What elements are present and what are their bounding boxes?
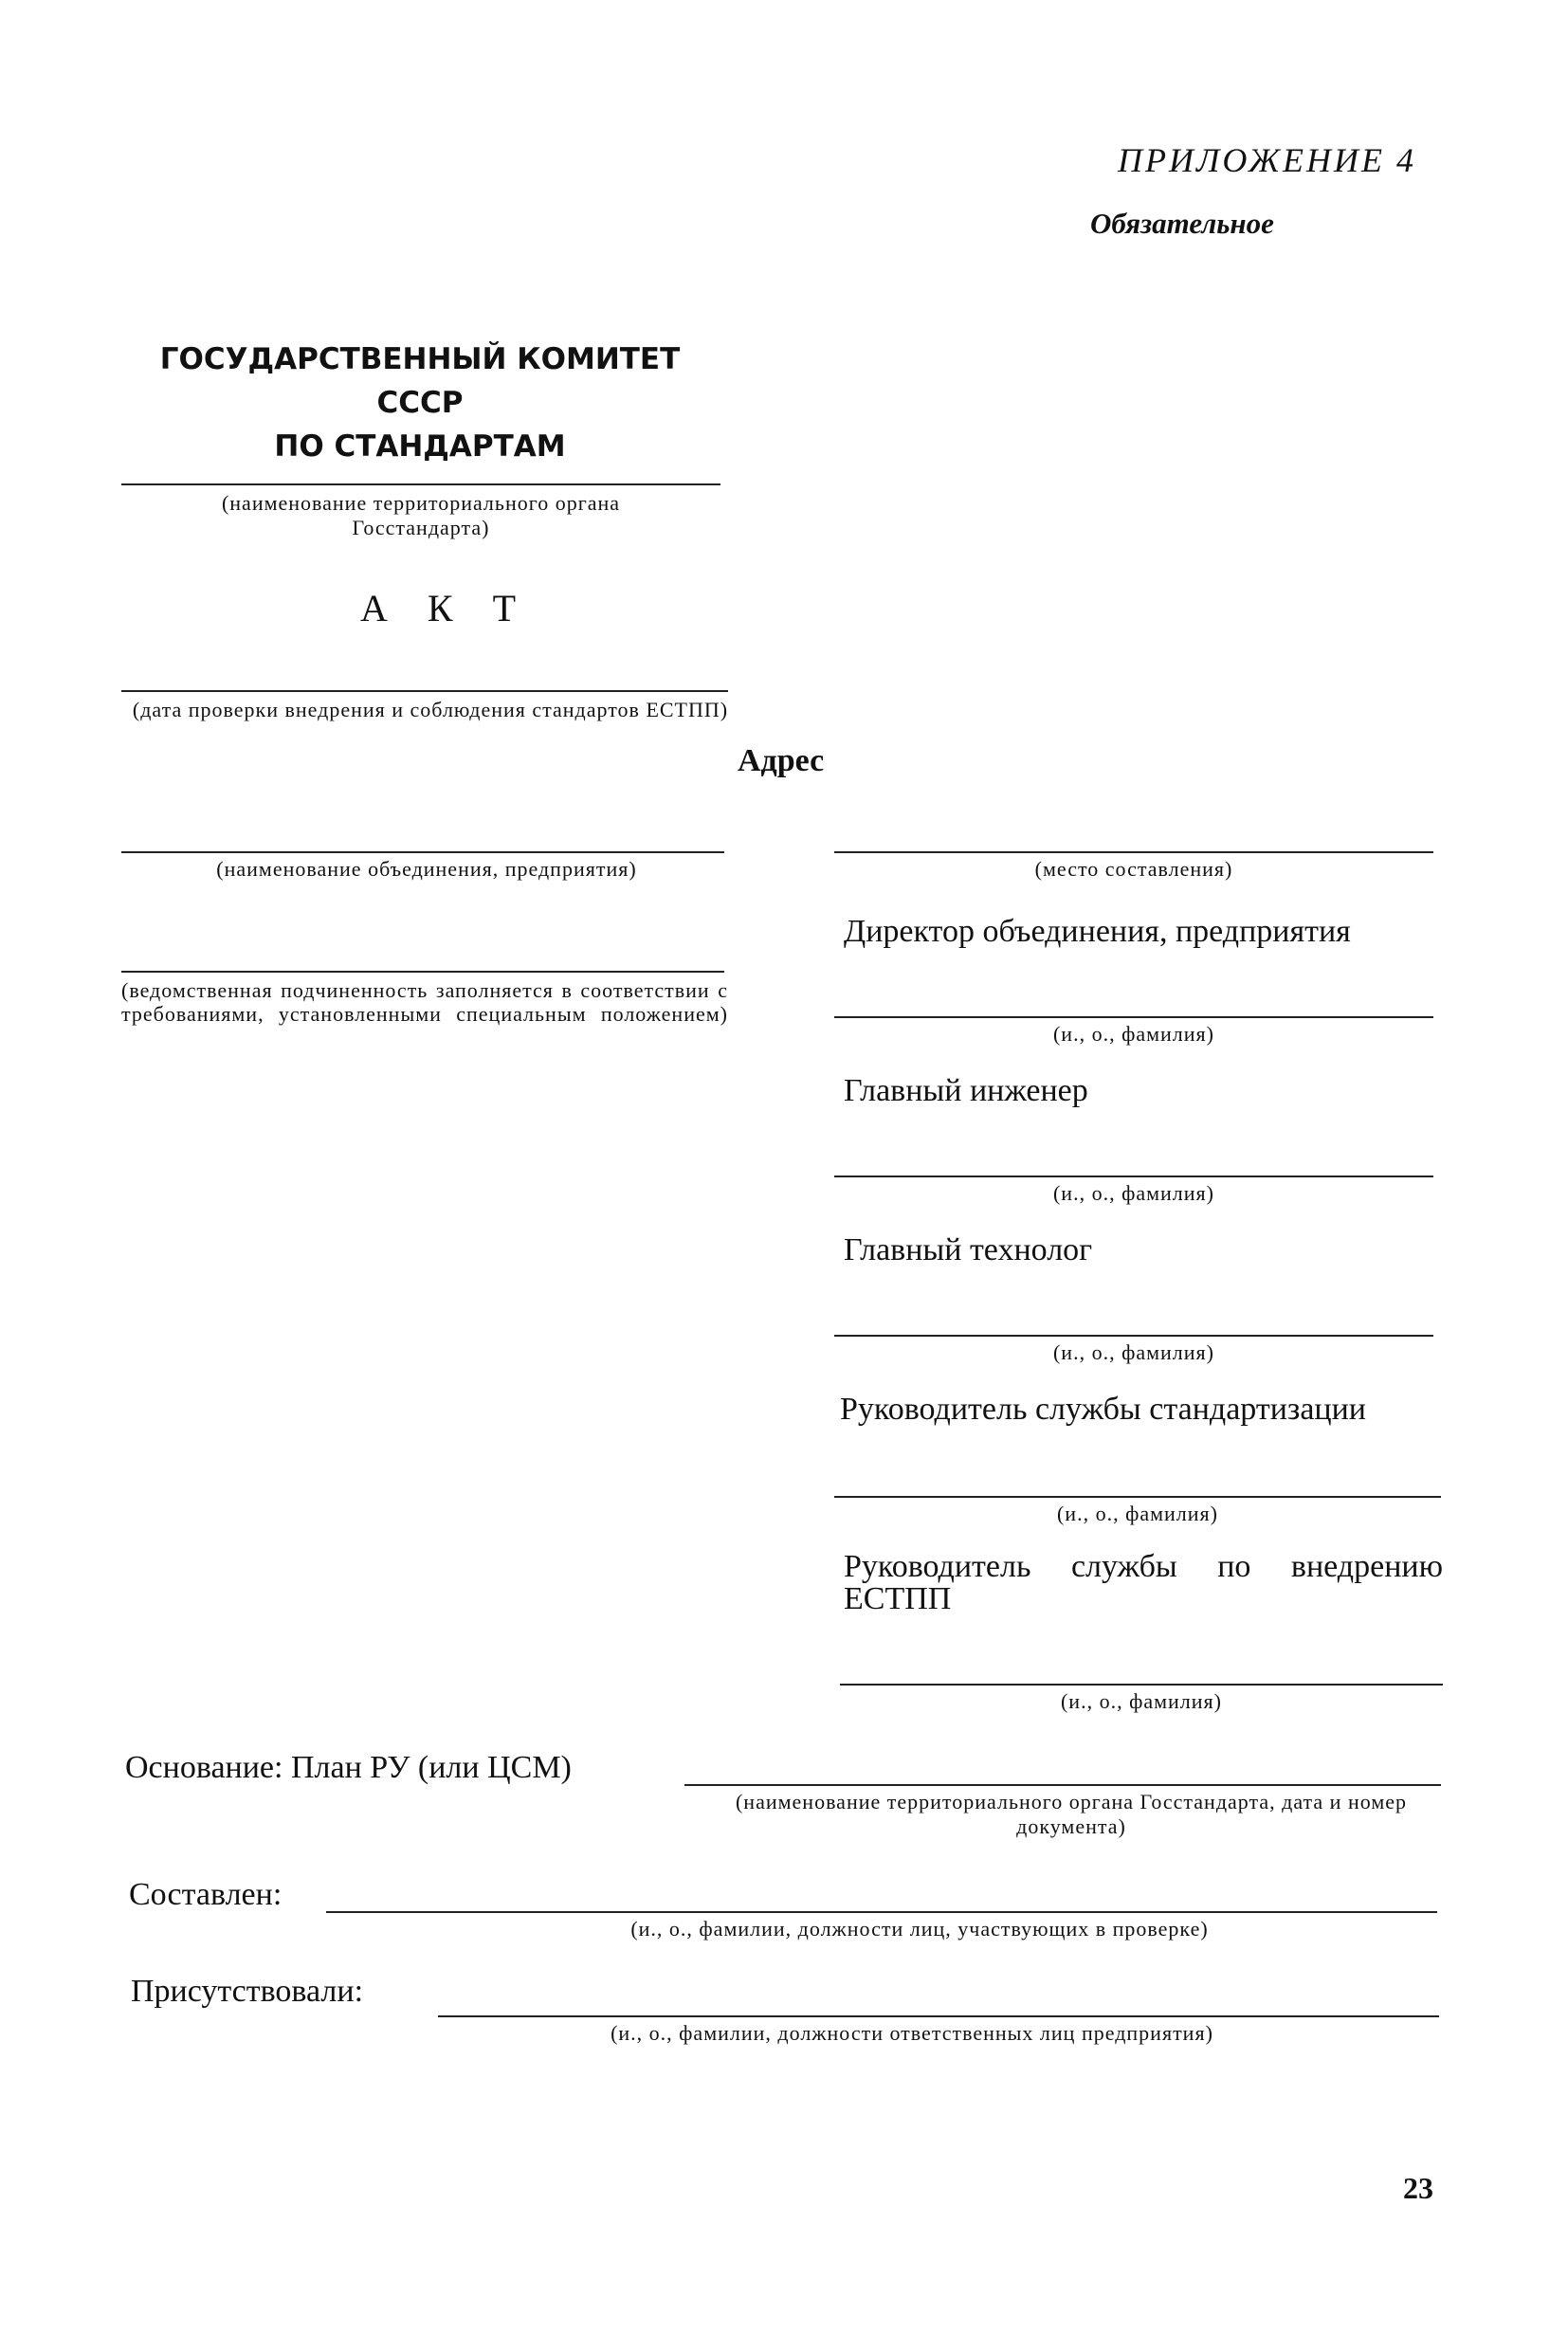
subordination-line [121, 971, 724, 973]
place-caption: (место составления) [1034, 857, 1233, 881]
enterprise-line [121, 851, 724, 853]
role-chief-engineer: Главный инженер [844, 1073, 1088, 1108]
role-standardization-head-line [834, 1496, 1441, 1498]
act-title: А К Т [360, 587, 531, 629]
present-label: Присутствовали: [131, 1974, 364, 2009]
role-estpp-head-caption: (и., о., фамилия) [1060, 1689, 1222, 1713]
present-caption: (и., о., фамилии, должности ответственных лиц предприятия) [611, 2021, 1213, 2045]
territorial-body-caption: (наименование территориального органа Госстандарта) [221, 491, 621, 539]
role-chief-technologist-line [834, 1335, 1433, 1337]
role-director: Директор объединения, предприятия [844, 914, 1351, 949]
role-standardization-head: Руководитель службы стандартизации [840, 1392, 1367, 1427]
role-chief-technologist: Главный технолог [844, 1232, 1093, 1267]
territorial-body-line [121, 483, 720, 485]
enterprise-caption: (наименование объединения, предприятия) [216, 857, 637, 881]
check-date-line [121, 690, 728, 692]
role-standardization-head-caption: (и., о., фамилия) [1056, 1502, 1218, 1525]
mandatory-note: Обязательное [1090, 207, 1274, 240]
appendix-title: ПРИЛОЖЕНИЕ 4 [1118, 141, 1416, 179]
compiled-caption: (и., о., фамилии, должности лиц, участвующих в проверке) [630, 1917, 1209, 1941]
role-estpp-head: Руководитель службы по внедрению ЕСТПП [844, 1549, 1443, 1616]
compiled-line [326, 1911, 1437, 1913]
subordination-caption: (ведомственная подчиненность заполняется в соответствии с требованиями, установленными специальным положением) [121, 978, 728, 1026]
role-director-line [834, 1016, 1433, 1018]
basis-label: Основание: План РУ (или ЦСМ) [125, 1750, 572, 1785]
present-line [438, 2015, 1439, 2017]
basis-caption: (наименование территориального органа Госстандарта, дата и номер документа) [735, 1790, 1407, 1838]
committee-line-2: ПО СТАНДАРТАМ [274, 429, 566, 464]
page-number: 23 [1403, 2171, 1433, 2205]
check-date-caption: (дата проверки внедрения и соблюдения стандартов ЕСТПП) [132, 698, 729, 721]
basis-line [684, 1784, 1441, 1786]
role-chief-engineer-caption: (и., о., фамилия) [1052, 1181, 1214, 1205]
committee-heading [112, 337, 728, 468]
compiled-label: Составлен: [129, 1877, 283, 1912]
address-label: Адрес [738, 743, 825, 778]
role-estpp-head-line [840, 1684, 1443, 1686]
committee-line-1: ГОСУДАРСТВЕННЫЙ КОМИТЕТ СССР [159, 342, 681, 420]
role-chief-technologist-caption: (и., о., фамилия) [1052, 1340, 1214, 1364]
place-line [834, 851, 1433, 853]
role-chief-engineer-line [834, 1176, 1433, 1177]
role-director-caption: (и., о., фамилия) [1052, 1022, 1214, 1046]
